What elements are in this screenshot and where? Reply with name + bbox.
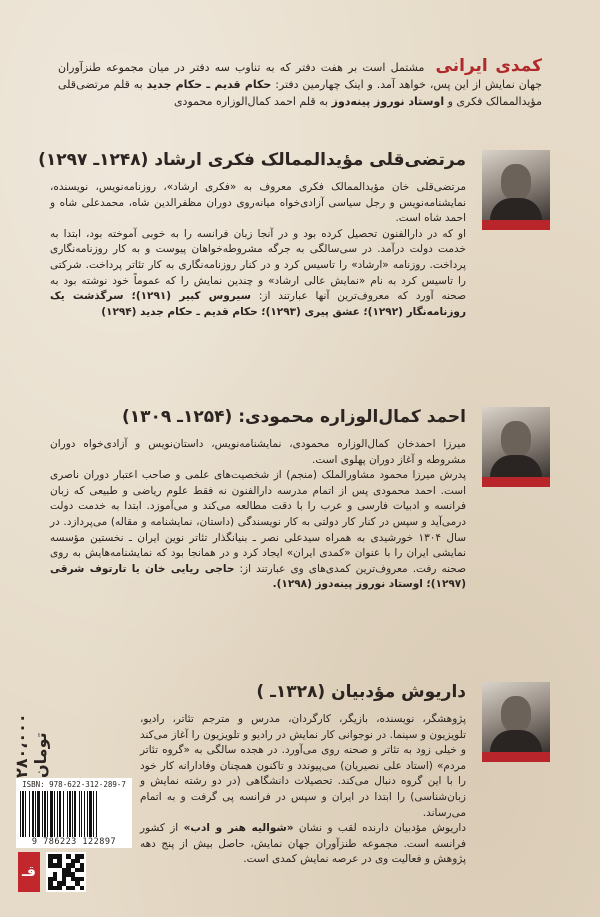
author2-heading bbox=[50, 407, 466, 427]
author2-paragraph-2: پدرش میرزا محمود مشاورالملک (منجم) از شخصیت‌های علمی و صاحب اعتبار دوران ناصری است. احمد محمودی پس از اتمام مدرسه دارالفنون نه فقط علوم ریاضی و طبیعی که زبان فرانسه و ادبیات فارسی و عرب را با دقت مطالعه می‌کند و می‌آموزد. ابتدا به خدمت دولت درمی‌آید و سپس در کنار کار دولتی به کار نویسندگی (داستان، نمایشنامه و مقاله) می‌پردازد. در سال ۱۳۰۴ خورشیدی به همراه سیدعلی نصر ـ بنیانگذار تئاتر نوین ایران ـ نخستین مؤسسه نمایشی ایران را با عنوان «کمدی ایران» ایجاد کرد و در همانجا بود که نمایشنامه‌هایش به روی صحنه رفت. معروف‌ترین کمدی‌های وی عبارتند از: bbox=[50, 469, 467, 575]
author3-bio bbox=[140, 712, 466, 868]
publisher-logo bbox=[18, 852, 40, 892]
author1-works: سیروس کبیر (۱۲۹۱)؛ سرگذشت یک روزنامه‌نگار (۱۲۹۲)؛ عشق پیری (۱۲۹۳)؛ حکام قدیم ـ حکام جدید (۱۲۹۴) bbox=[50, 290, 466, 318]
author3-paragraph-2a: داریوش مؤدبیان دارنده لقب و نشان bbox=[298, 822, 466, 835]
series-brand-title: کمدی ایرانی bbox=[435, 56, 543, 76]
author2-dates: (۱۲۵۴ـ ۱۳۰۹) bbox=[121, 407, 233, 427]
author2-bio bbox=[50, 437, 466, 593]
intro-title-old-new: حکام قدیم ـ حکام جدید bbox=[146, 78, 272, 91]
qr-code bbox=[46, 852, 86, 892]
author3-honor: «شوالیه هنر و ادب» bbox=[183, 822, 294, 835]
author3-heading bbox=[140, 682, 466, 702]
author1-paragraph-1: مرتضی‌قلی خان مؤیدالممالک فکری معروف به «فکری ارشاد»، روزنامه‌نویس، نویسنده، نمایشنامه‌نویس و رجل سیاسی آزادی‌خواه میانه‌روی دوران مظفرالدین شاه، محمدعلی شاه و احمد شاه است. bbox=[50, 181, 466, 225]
author1-paragraph-2: او که در دارالفنون تحصیل کرده بود و در آنجا زبان فرانسه را به خوبی آموخته بود، ابتدا به خدمت دولت درآمد. در سی‌سالگی به جرگه مشروطه‌خواهان پیوست و به کار روزنامه‌نگاری پرداخت. روزنامه «ارشاد» را تاسیس کرد و در کنار روزنامه‌نگاری به کار تئاتر پرداخت. شرکتی را تاسیس کرد به نام «نمایش عالی ارشاد» و چندین نمایش را که عموماً خود نوشته بود به صحنه آورد که معروف‌ترین آنها عبارتند از: bbox=[50, 227, 466, 303]
author3-portrait bbox=[482, 682, 550, 762]
author2-paragraph-1: میرزا احمدخان کمال‌الوزاره محمودی، نمایشنامه‌نویس، داستان‌نویس و آزادی‌خواه دوران مشروطه و آغاز دوران پهلوی است. bbox=[50, 438, 466, 466]
author1-name: مرتضی‌قلی مؤیدالممالک فکری ارشاد bbox=[154, 150, 466, 170]
author1-dates: (۱۲۴۸ـ ۱۲۹۷) bbox=[38, 150, 149, 170]
intro-play2: اوستاد نوروز پینه‌دوز bbox=[331, 95, 445, 108]
author3-paragraph-2b: از کشور فرانسه است. مجموعه طنزآوران جهان نمایش، حاصل بیش از پنج دهه پژوهش و فعالیت وی در عرصه نمایش کمدی است. bbox=[140, 822, 466, 866]
author1-heading bbox=[38, 150, 466, 170]
author2-works: حاجی ریایی خان یا تارتوف شرقی (۱۲۹۷)؛ اوستاد نوروز پینه‌دوز (۱۲۹۸). bbox=[50, 562, 466, 591]
price-label: ۲۸۰،۰۰۰ تومان bbox=[12, 713, 50, 778]
series-intro bbox=[58, 58, 542, 110]
author3-dates: (۱۳۲۸ـ ) bbox=[256, 682, 326, 702]
author2-name: احمد کمال‌الوزاره محمودی: bbox=[238, 407, 466, 427]
author1-section bbox=[38, 150, 550, 370]
intro-line2-b: به قلم احمد کمال‌الوزاره محمودی bbox=[173, 95, 329, 108]
author1-portrait bbox=[482, 150, 550, 230]
intro-line2-a: به قلم مرتضی‌قلی مؤیدالممالک فکری و bbox=[58, 78, 542, 108]
author2-section bbox=[50, 407, 550, 657]
isbn-text: ISBN: 978-622-312-289-7 bbox=[22, 780, 126, 789]
publisher-logo-glyph: قـ bbox=[22, 864, 36, 880]
author3-paragraph-1: پژوهشگر، نویسنده، بازیگر، کارگردان، مدرس و مترجم تئاتر، رادیو، تلویزیون و سینما. در نوجوانی کار نمایش در رادیو و تلویزیون را آغاز می‌کند و خیلی زود به تئاتر و صحنه روی می‌آورد. در هجده سالگی به «گروه تئاتر مردم» (استاد علی نصیریان) می‌پیوندد و تاکنون همچنان وفادارانه کار خود را با این گروه دنبال می‌کند. تحصیلات دانشگاهی (در دو رشته نمایش و زبان‌شناسی) را ابتدا در ایران و سپس در فرانسه پی گرفت و به اتمام می‌رساند. bbox=[140, 713, 466, 819]
barcode-bars bbox=[20, 791, 128, 837]
author1-bio bbox=[50, 180, 466, 320]
author3-name: داریوش مؤدبیان bbox=[331, 682, 466, 702]
author3-section bbox=[140, 682, 550, 892]
author2-portrait bbox=[482, 407, 550, 487]
barcode-number: 9 786223 122897 bbox=[31, 837, 117, 847]
isbn-barcode bbox=[16, 778, 132, 848]
intro-line1: مشتمل است بر هفت دفتر که به تناوب سه دفتر در میان مجموعه طنزآوران جهان نمایش از این پس، خواهد آمد. و اینک چهارمین دفتر: bbox=[58, 61, 543, 91]
